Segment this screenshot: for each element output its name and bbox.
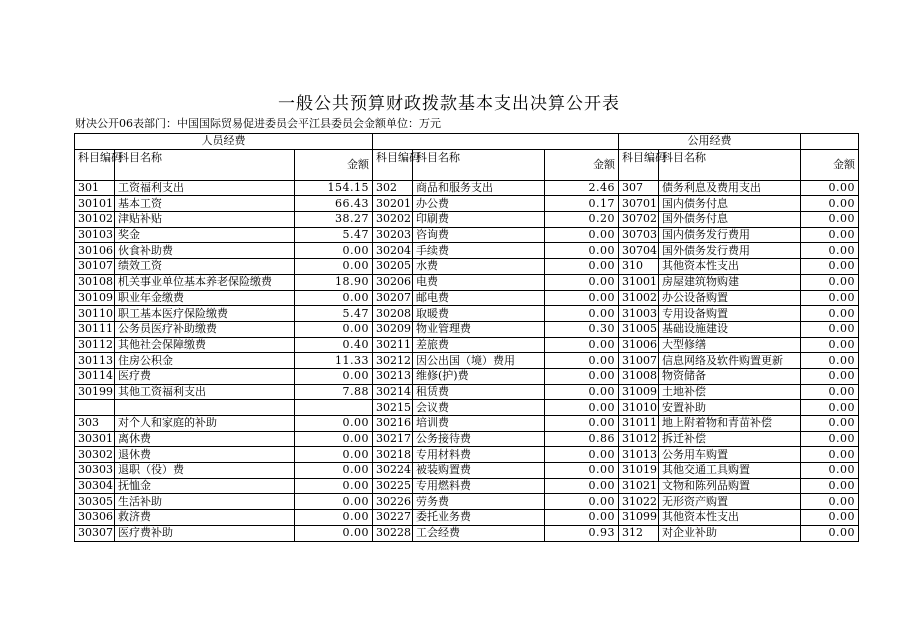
- table-row: [75, 478, 859, 494]
- item-name-cell: 因公出国（境）费用: [413, 353, 545, 369]
- column-header-code: 科目编码: [75, 149, 115, 180]
- item-amount-cell: 0.00: [801, 353, 859, 369]
- column-header-row: [75, 149, 859, 180]
- table-row: [75, 400, 859, 416]
- item-name-cell: 职工基本医疗保险缴费: [115, 306, 295, 322]
- item-name-cell: 差旅费: [413, 337, 545, 353]
- item-amount-cell: 0.00: [545, 494, 619, 510]
- item-amount-cell: 0.00: [545, 368, 619, 384]
- item-name-cell: 委托业务费: [413, 510, 545, 526]
- item-name-cell: 邮电费: [413, 290, 545, 306]
- item-name-cell: 工会经费: [413, 525, 545, 541]
- item-amount-cell: 0.00: [545, 510, 619, 526]
- item-amount-cell: 0.00: [801, 478, 859, 494]
- item-name-cell: 绩效工资: [115, 259, 295, 275]
- item-amount-cell: 0.00: [545, 478, 619, 494]
- item-amount-cell: 0.00: [801, 259, 859, 275]
- item-code-cell: 30203: [373, 227, 413, 243]
- item-name-cell: 商品和服务支出: [413, 180, 545, 196]
- item-name-cell: 奖金: [115, 227, 295, 243]
- item-code-cell: 31099: [619, 510, 659, 526]
- item-code-cell: 31013: [619, 447, 659, 463]
- table-row: [75, 384, 859, 400]
- item-code-cell: 30226: [373, 494, 413, 510]
- item-amount-cell: 11.33: [295, 353, 373, 369]
- item-amount-cell: 0.00: [801, 510, 859, 526]
- item-amount-cell: 0.00: [801, 227, 859, 243]
- item-amount-cell: 0.00: [801, 180, 859, 196]
- item-name-cell: 专用设备购置: [659, 306, 801, 322]
- item-name-cell: 租赁费: [413, 384, 545, 400]
- item-name-cell: 培训费: [413, 416, 545, 432]
- item-code-cell: 30199: [75, 384, 115, 400]
- item-name-cell: 国内债务发行费用: [659, 227, 801, 243]
- item-code-cell: 30111: [75, 321, 115, 337]
- item-name-cell: 地上附着物和青苗补偿: [659, 416, 801, 432]
- item-amount-cell: 0.00: [545, 290, 619, 306]
- item-code-cell: 30108: [75, 274, 115, 290]
- item-name-cell: 咨询费: [413, 227, 545, 243]
- item-amount-cell: 0.00: [801, 337, 859, 353]
- item-name-cell: 土地补偿: [659, 384, 801, 400]
- item-name-cell: 职业年金缴费: [115, 290, 295, 306]
- item-amount-cell: 66.43: [295, 196, 373, 212]
- item-amount-cell: 0.00: [545, 463, 619, 479]
- item-amount-cell: 5.47: [295, 306, 373, 322]
- item-amount-cell: 0.00: [295, 525, 373, 541]
- item-name-cell: 退休费: [115, 447, 295, 463]
- section-personnel-header: 人员经费: [75, 134, 373, 150]
- item-code-cell: 30107: [75, 259, 115, 275]
- item-amount-cell: 0.30: [545, 321, 619, 337]
- item-name-cell: 其他工资福利支出: [115, 384, 295, 400]
- item-amount-cell: 0.00: [545, 227, 619, 243]
- item-amount-cell: 0.00: [295, 416, 373, 432]
- item-amount-cell: 0.00: [801, 212, 859, 228]
- item-amount-cell: 0.00: [801, 306, 859, 322]
- column-header-amount: 金额: [545, 149, 619, 180]
- item-amount-cell: 0.00: [801, 494, 859, 510]
- table-row: [75, 431, 859, 447]
- item-name-cell: 劳务费: [413, 494, 545, 510]
- item-name-cell: 抚恤金: [115, 478, 295, 494]
- report-subtitle: 财决公开06表部门：中国国际贸易促进委员会平江县委员会金额单位：万元: [75, 117, 441, 130]
- item-amount-cell: 0.00: [295, 290, 373, 306]
- item-name-cell: 物业管理费: [413, 321, 545, 337]
- item-name-cell: 对个人和家庭的补助: [115, 416, 295, 432]
- item-code-cell: 30303: [75, 463, 115, 479]
- item-amount-cell: 38.27: [295, 212, 373, 228]
- item-amount-cell: 0.00: [545, 337, 619, 353]
- item-code-cell: 312: [619, 525, 659, 541]
- item-name-cell: 维修(护)费: [413, 368, 545, 384]
- item-code-cell: 30208: [373, 306, 413, 322]
- item-code-cell: 30212: [373, 353, 413, 369]
- item-name-cell: 退职（役）费: [115, 463, 295, 479]
- item-amount-cell: 0.00: [801, 384, 859, 400]
- item-amount-cell: 0.00: [295, 431, 373, 447]
- table-row: [75, 259, 859, 275]
- table-row: [75, 180, 859, 196]
- item-code-cell: 30209: [373, 321, 413, 337]
- item-amount-cell: 154.15: [295, 180, 373, 196]
- item-code-cell: 30202: [373, 212, 413, 228]
- column-header-amount: 金额: [295, 149, 373, 180]
- item-name-cell: 公务接待费: [413, 431, 545, 447]
- item-name-cell: 办公设备购置: [659, 290, 801, 306]
- item-code-cell: 30307: [75, 525, 115, 541]
- item-name-cell: 其他资本性支出: [659, 259, 801, 275]
- item-amount-cell: 0.00: [801, 368, 859, 384]
- item-name-cell: 其他资本性支出: [659, 510, 801, 526]
- item-code-cell: 31019: [619, 463, 659, 479]
- item-name-cell: 大型修缮: [659, 337, 801, 353]
- item-name-cell: 印刷费: [413, 212, 545, 228]
- item-amount-cell: 0.00: [801, 431, 859, 447]
- item-amount-cell: 0.00: [295, 494, 373, 510]
- item-amount-cell: 0.20: [545, 212, 619, 228]
- table-row: [75, 227, 859, 243]
- table-row: [75, 463, 859, 479]
- item-name-cell: 办公费: [413, 196, 545, 212]
- column-header-name: 科目名称: [413, 149, 545, 180]
- item-amount-cell: 0.00: [545, 447, 619, 463]
- item-amount-cell: 0.00: [295, 243, 373, 259]
- item-code-cell: 31011: [619, 416, 659, 432]
- item-code-cell: 31002: [619, 290, 659, 306]
- item-code-cell: 30703: [619, 227, 659, 243]
- table-row: [75, 196, 859, 212]
- item-code-cell: 30225: [373, 478, 413, 494]
- item-code-cell: 30305: [75, 494, 115, 510]
- item-name-cell: 被装购置费: [413, 463, 545, 479]
- item-code-cell: 30215: [373, 400, 413, 416]
- table-row: [75, 243, 859, 259]
- item-code-cell: [75, 400, 115, 416]
- item-code-cell: 30217: [373, 431, 413, 447]
- item-code-cell: 30201: [373, 196, 413, 212]
- item-code-cell: 30214: [373, 384, 413, 400]
- item-amount-cell: 7.88: [295, 384, 373, 400]
- item-amount-cell: 0.00: [801, 447, 859, 463]
- item-name-cell: 离休费: [115, 431, 295, 447]
- item-amount-cell: 0.00: [801, 196, 859, 212]
- item-amount-cell: 0.17: [545, 196, 619, 212]
- item-name-cell: 基本工资: [115, 196, 295, 212]
- item-code-cell: 31010: [619, 400, 659, 416]
- item-name-cell: 拆迁补偿: [659, 431, 801, 447]
- item-code-cell: 31012: [619, 431, 659, 447]
- item-name-cell: 信息网络及软件购置更新: [659, 353, 801, 369]
- item-name-cell: 公务用车购置: [659, 447, 801, 463]
- item-name-cell: 电费: [413, 274, 545, 290]
- item-amount-cell: 0.00: [295, 321, 373, 337]
- table-row: [75, 525, 859, 541]
- item-code-cell: 30113: [75, 353, 115, 369]
- item-amount-cell: 0.00: [801, 525, 859, 541]
- item-code-cell: 30102: [75, 212, 115, 228]
- item-amount-cell: 2.46: [545, 180, 619, 196]
- item-amount-cell: 0.40: [295, 337, 373, 353]
- column-header-code: 科目编码: [373, 149, 413, 180]
- item-name-cell: 债务利息及费用支出: [659, 180, 801, 196]
- item-name-cell: [115, 400, 295, 416]
- item-code-cell: 30207: [373, 290, 413, 306]
- item-name-cell: 无形资产购置: [659, 494, 801, 510]
- item-amount-cell: 0.00: [801, 290, 859, 306]
- item-amount-cell: 0.00: [801, 243, 859, 259]
- item-name-cell: 手续费: [413, 243, 545, 259]
- section-blank-cell: [801, 134, 859, 150]
- item-name-cell: 国内债务付息: [659, 196, 801, 212]
- item-amount-cell: 0.00: [801, 321, 859, 337]
- item-code-cell: 31022: [619, 494, 659, 510]
- table-row: [75, 510, 859, 526]
- item-name-cell: 伙食补助费: [115, 243, 295, 259]
- item-name-cell: 专用材料费: [413, 447, 545, 463]
- column-header-amount: 金额: [801, 149, 859, 180]
- table-row: [75, 212, 859, 228]
- item-amount-cell: 0.00: [545, 400, 619, 416]
- item-name-cell: 生活补助: [115, 494, 295, 510]
- item-name-cell: 对企业补助: [659, 525, 801, 541]
- item-code-cell: 30103: [75, 227, 115, 243]
- table-row: [75, 447, 859, 463]
- item-name-cell: 国外债务发行费用: [659, 243, 801, 259]
- item-code-cell: 30302: [75, 447, 115, 463]
- item-code-cell: 31003: [619, 306, 659, 322]
- item-amount-cell: 0.00: [545, 274, 619, 290]
- item-code-cell: 30304: [75, 478, 115, 494]
- column-header-code: 科目编码: [619, 149, 659, 180]
- item-name-cell: 公务员医疗补助缴费: [115, 321, 295, 337]
- item-amount-cell: 0.00: [801, 400, 859, 416]
- item-code-cell: 31005: [619, 321, 659, 337]
- item-amount-cell: [295, 400, 373, 416]
- item-code-cell: 30211: [373, 337, 413, 353]
- item-code-cell: 30301: [75, 431, 115, 447]
- item-amount-cell: 0.00: [295, 368, 373, 384]
- table-row: [75, 274, 859, 290]
- item-name-cell: 机关事业单位基本养老保险缴费: [115, 274, 295, 290]
- table-row: [75, 321, 859, 337]
- table-row: [75, 337, 859, 353]
- item-amount-cell: 0.00: [545, 306, 619, 322]
- item-code-cell: 30204: [373, 243, 413, 259]
- item-code-cell: 30114: [75, 368, 115, 384]
- item-code-cell: 31009: [619, 384, 659, 400]
- item-name-cell: 医疗费补助: [115, 525, 295, 541]
- item-code-cell: 31006: [619, 337, 659, 353]
- column-header-name: 科目名称: [115, 149, 295, 180]
- item-name-cell: 其他社会保障缴费: [115, 337, 295, 353]
- item-code-cell: 30106: [75, 243, 115, 259]
- item-amount-cell: 0.00: [295, 259, 373, 275]
- table-row: [75, 494, 859, 510]
- item-name-cell: 救济费: [115, 510, 295, 526]
- item-name-cell: 住房公积金: [115, 353, 295, 369]
- item-amount-cell: 18.90: [295, 274, 373, 290]
- item-code-cell: 30224: [373, 463, 413, 479]
- item-name-cell: 会议费: [413, 400, 545, 416]
- item-code-cell: 310: [619, 259, 659, 275]
- item-amount-cell: 0.00: [295, 510, 373, 526]
- table-row: [75, 353, 859, 369]
- column-header-name: 科目名称: [659, 149, 801, 180]
- section-public-header: 公用经费: [619, 134, 801, 150]
- table-row: [75, 368, 859, 384]
- item-amount-cell: 5.47: [295, 227, 373, 243]
- page-title: 一般公共预算财政拨款基本支出决算公开表: [278, 94, 620, 114]
- item-name-cell: 物资储备: [659, 368, 801, 384]
- item-name-cell: 津贴补贴: [115, 212, 295, 228]
- item-name-cell: 取暖费: [413, 306, 545, 322]
- item-code-cell: 30213: [373, 368, 413, 384]
- item-code-cell: 30701: [619, 196, 659, 212]
- item-amount-cell: 0.00: [295, 478, 373, 494]
- item-name-cell: 国外债务付息: [659, 212, 801, 228]
- section-blank-cell: [373, 134, 619, 150]
- table-row: [75, 416, 859, 432]
- item-name-cell: 医疗费: [115, 368, 295, 384]
- item-amount-cell: 0.00: [801, 463, 859, 479]
- item-code-cell: 30704: [619, 243, 659, 259]
- item-name-cell: 工资福利支出: [115, 180, 295, 196]
- item-amount-cell: 0.86: [545, 431, 619, 447]
- item-amount-cell: 0.00: [801, 416, 859, 432]
- section-header-row: [75, 134, 859, 150]
- item-code-cell: 30101: [75, 196, 115, 212]
- item-code-cell: 30228: [373, 525, 413, 541]
- item-code-cell: 30110: [75, 306, 115, 322]
- item-amount-cell: 0.00: [545, 259, 619, 275]
- item-code-cell: 30205: [373, 259, 413, 275]
- item-code-cell: 30702: [619, 212, 659, 228]
- item-amount-cell: 0.00: [545, 243, 619, 259]
- item-code-cell: 31001: [619, 274, 659, 290]
- item-amount-cell: 0.00: [801, 274, 859, 290]
- item-code-cell: 30112: [75, 337, 115, 353]
- item-name-cell: 基础设施建设: [659, 321, 801, 337]
- item-code-cell: 30227: [373, 510, 413, 526]
- item-code-cell: 30218: [373, 447, 413, 463]
- item-code-cell: 302: [373, 180, 413, 196]
- budget-table: [74, 133, 859, 542]
- item-code-cell: 301: [75, 180, 115, 196]
- item-amount-cell: 0.00: [295, 447, 373, 463]
- table-row: [75, 306, 859, 322]
- item-code-cell: 31008: [619, 368, 659, 384]
- table-row: [75, 290, 859, 306]
- item-code-cell: 307: [619, 180, 659, 196]
- item-name-cell: 专用燃料费: [413, 478, 545, 494]
- item-name-cell: 安置补助: [659, 400, 801, 416]
- item-name-cell: 水费: [413, 259, 545, 275]
- item-code-cell: 30206: [373, 274, 413, 290]
- item-code-cell: 30306: [75, 510, 115, 526]
- item-amount-cell: 0.00: [545, 416, 619, 432]
- item-amount-cell: 0.00: [545, 353, 619, 369]
- item-code-cell: 30216: [373, 416, 413, 432]
- item-name-cell: 房屋建筑物购建: [659, 274, 801, 290]
- item-code-cell: 30109: [75, 290, 115, 306]
- item-amount-cell: 0.93: [545, 525, 619, 541]
- item-code-cell: 303: [75, 416, 115, 432]
- item-code-cell: 31021: [619, 478, 659, 494]
- item-code-cell: 31007: [619, 353, 659, 369]
- item-name-cell: 其他交通工具购置: [659, 463, 801, 479]
- item-amount-cell: 0.00: [545, 384, 619, 400]
- item-name-cell: 文物和陈列品购置: [659, 478, 801, 494]
- item-amount-cell: 0.00: [295, 463, 373, 479]
